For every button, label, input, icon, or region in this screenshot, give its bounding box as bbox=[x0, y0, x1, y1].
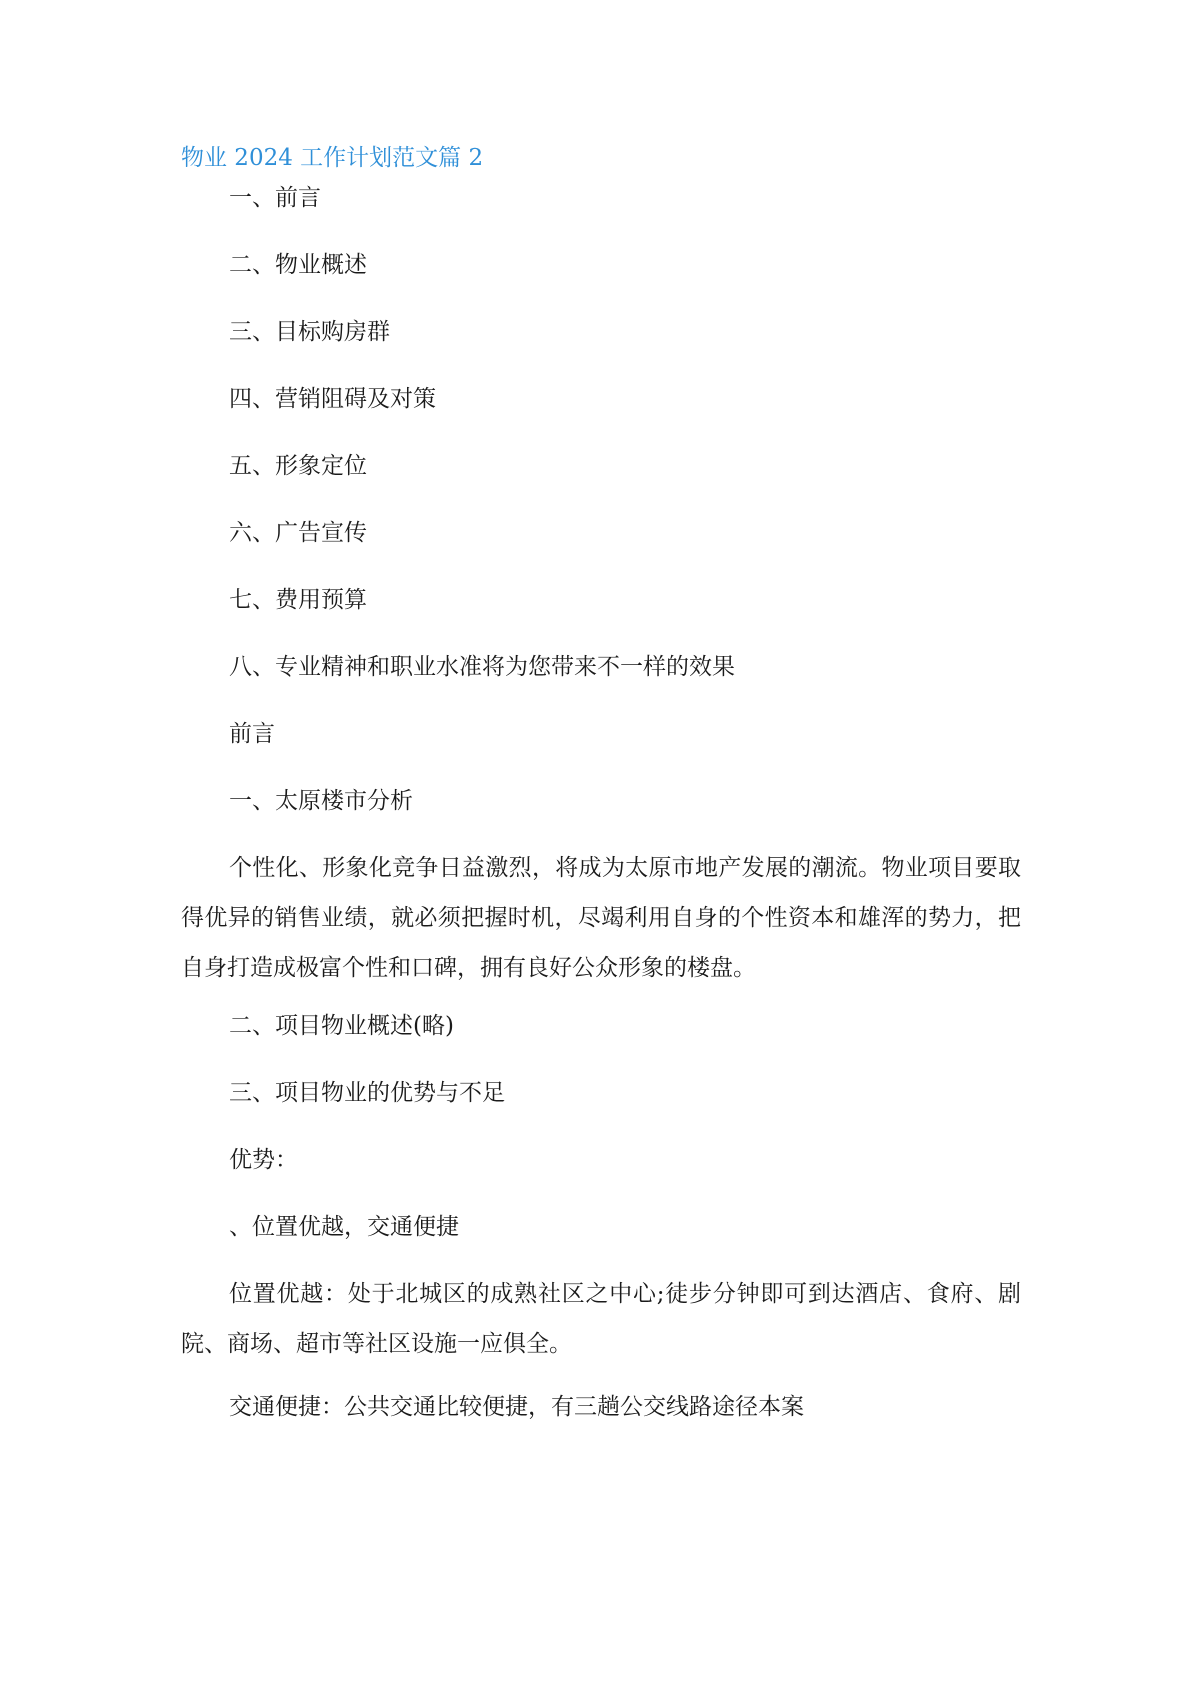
toc-item-5: 五、形象定位 bbox=[229, 453, 367, 479]
preface-heading: 前言 bbox=[229, 721, 275, 747]
toc-item-4: 四、营销阻碍及对策 bbox=[229, 386, 436, 412]
advantages-label: 优势： bbox=[229, 1147, 298, 1173]
document-title: 物业 2024 工作计划范文篇 2 bbox=[181, 145, 484, 171]
toc-item-7: 七、费用预算 bbox=[229, 587, 367, 613]
section-2-heading: 二、项目物业概述(略) bbox=[229, 1013, 454, 1039]
section-1-paragraph: 个性化、形象化竞争日益激烈，将成为太原市地产发展的潮流。物业项目要取得优异的销售业绩，就必须把握时机，尽竭利用自身的个性资本和雄浑的势力，把自身打造成极富个性和口碑，拥有良好公众形象的楼盘。 bbox=[181, 855, 1021, 981]
section-3-heading: 三、项目物业的优势与不足 bbox=[229, 1080, 505, 1106]
toc-item-3: 三、目标购房群 bbox=[229, 319, 390, 345]
section-1-heading: 一、太原楼市分析 bbox=[229, 788, 413, 814]
advantage-1-heading: 、位置优越，交通便捷 bbox=[229, 1214, 459, 1240]
toc-item-8: 八、专业精神和职业水准将为您带来不一样的效果 bbox=[229, 654, 735, 680]
toc-item-1: 一、前言 bbox=[229, 185, 321, 211]
toc-item-2: 二、物业概述 bbox=[229, 252, 367, 278]
toc-item-6: 六、广告宣传 bbox=[229, 520, 367, 546]
transport-paragraph: 交通便捷：公共交通比较便捷，有三趟公交线路途径本案 bbox=[229, 1394, 804, 1420]
location-paragraph: 位置优越：处于北城区的成熟社区之中心;徒步分钟即可到达酒店、食府、剧院、商场、超市等社区设施一应俱全。 bbox=[181, 1281, 1021, 1357]
